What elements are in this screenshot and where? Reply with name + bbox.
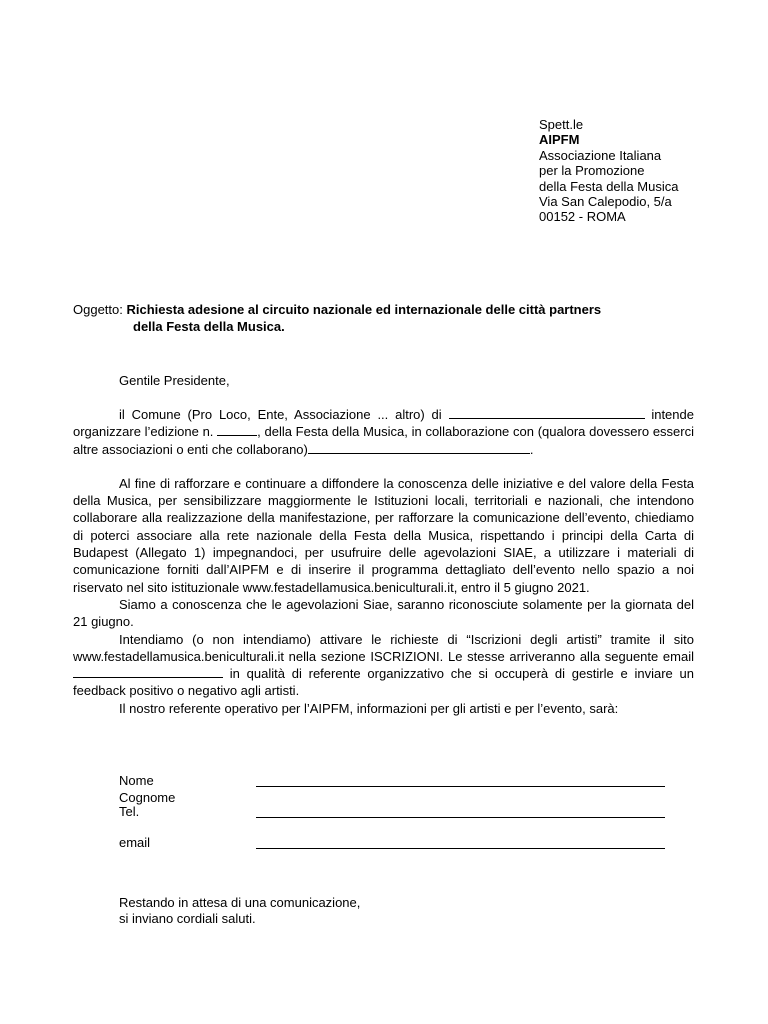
tel-line <box>256 817 665 818</box>
paragraph-purpose: Al fine di rafforzare e continuare a diffondere la conoscenza delle iniziative e del valore della Festa della Musica, per sensibilizzare maggiormente le Istituzioni locali, territoriali e nazionali, che intendono collaborare alla realizzazione della manifestazione, per rafforzare la comunicazione dell’evento, chiediamo di poterci associare alla rete nazionale della Festa della Musica, rispettando i principi della Carta di Budapest (Allegato 1) impegnandoci, per usufruire delle agevolazioni SIAE, a utilizzare i materiali di comunicazione forniti dall’AIPFM e di inserire il programma dettagliato dell’evento nello spazio a noi riservato nel sito istituzionale www.festadellamusica.beniculturali.it, entro il 5 giugno 2021. <box>73 475 694 595</box>
partners-blank <box>308 442 530 454</box>
name-line <box>256 786 665 787</box>
subject-block <box>73 301 601 335</box>
paragraph-iscrizioni <box>73 631 694 700</box>
recipient-city: 00152 - ROMA <box>539 209 626 225</box>
recipient-org-line3: della Festa della Musica <box>539 178 679 194</box>
paragraph1-c: , della Festa della Musica, in collaborazione con (qualora dovessero esserci altre associazioni o enti che collaborano) <box>73 424 694 457</box>
letter-body <box>73 406 694 717</box>
subject-line2: della Festa della Musica. <box>133 319 285 334</box>
paragraph-referente: Il nostro referente operativo per l’AIPFM, informazioni per gli artisti e per l’evento, sarà: <box>119 700 619 716</box>
email-line <box>256 848 665 849</box>
recipient-org-short: AIPFM <box>539 132 580 148</box>
paragraph-comune <box>73 406 694 458</box>
email-label: email <box>119 835 151 850</box>
edition-blank <box>217 424 257 436</box>
closing-line2: si inviano cordiali saluti. <box>119 911 256 926</box>
paragraph1-d: . <box>529 441 534 457</box>
recipient-street: Via San Calepodio, 5/a <box>539 194 672 210</box>
name-label: Nome Cognome <box>119 773 176 805</box>
comune-blank <box>449 407 645 419</box>
recipient-org-line1: Associazione Italiana <box>539 147 662 163</box>
email-blank <box>73 666 223 678</box>
paragraph4-a: Intendiamo (o non intendiamo) attivare le richieste di “Iscrizioni degli artisti” tramite il sito www.festadellamusica.beniculturali.it nella sezione ISCRIZIONI. Le stesse arriveranno alla seguente email <box>73 631 694 664</box>
recipient-salutation: Spett.le <box>539 117 584 132</box>
paragraph1-b: intende organizzare l’edizione n. <box>73 407 694 440</box>
tel-label: Tel. <box>119 804 140 819</box>
recipient-address <box>539 117 678 225</box>
paragraph1-a: il Comune (Pro Loco, Ente, Associazione ... altro) di <box>119 407 442 422</box>
greeting: Gentile Presidente, <box>119 373 230 388</box>
paragraph4-b: in qualità di referente organizzativo che si occuperà di gestirle e inviare un feedback positivo o negativo agli artisti. <box>73 666 694 699</box>
paragraph-siae: Siamo a conoscenza che le agevolazioni Siae, saranno riconosciute solamente per la giornata del 21 giugno. <box>73 596 694 630</box>
subject-line1: Richiesta adesione al circuito nazionale ed internazionale delle città partners <box>126 302 602 317</box>
closing <box>119 895 360 927</box>
recipient-org-line2: per la Promozione <box>539 163 645 179</box>
subject-label: Oggetto: <box>73 302 123 317</box>
closing-line1: Restando in attesa di una comunicazione, <box>119 895 361 910</box>
